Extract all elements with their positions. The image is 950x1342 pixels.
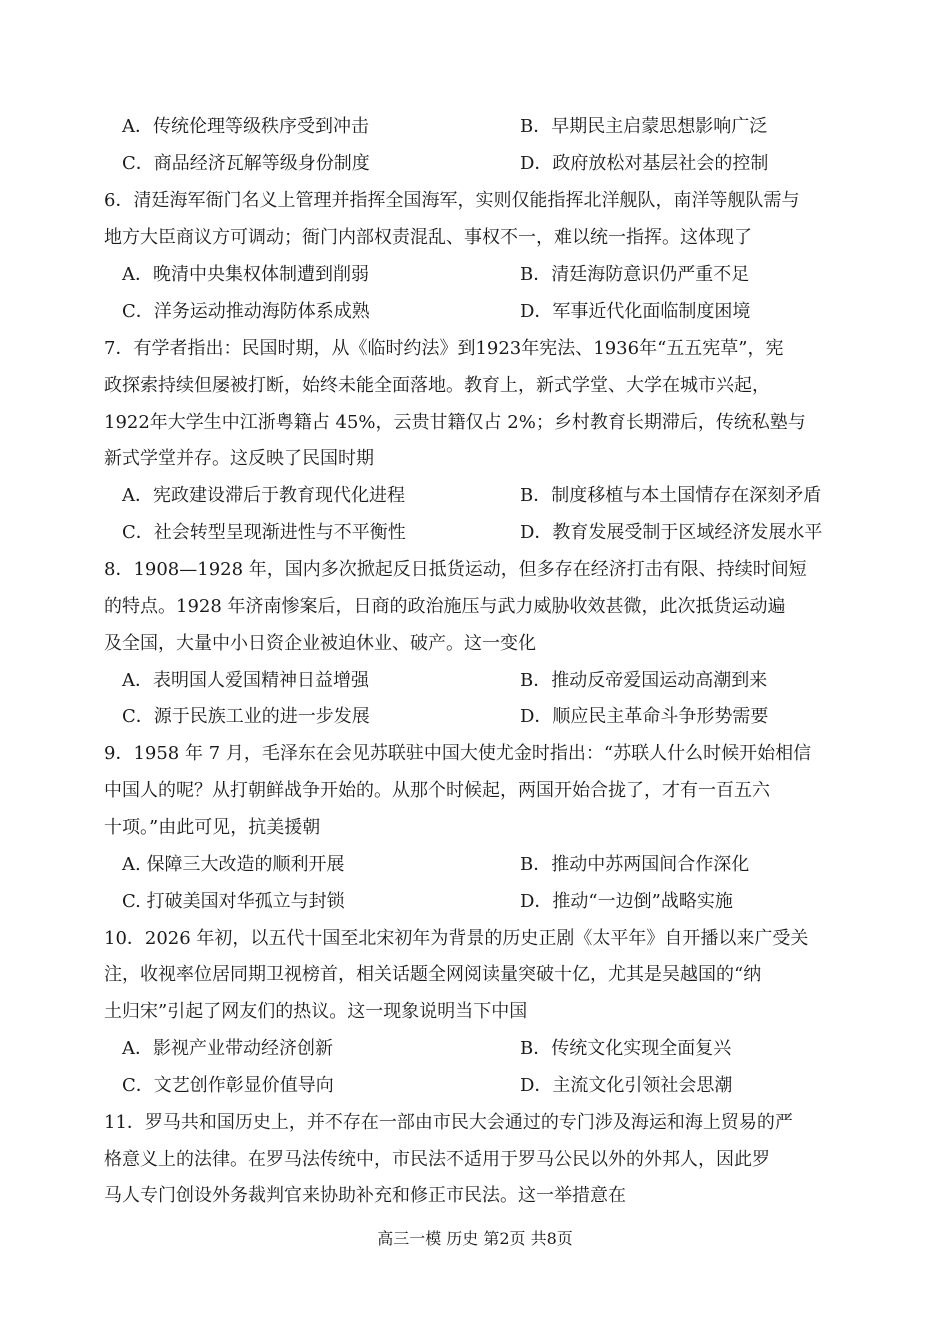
q8-stem-line-1: 8．1908—1928 年，国内多次掀起反日抵货运动，但多存在经济打击有限、持续时间短: [104, 559, 807, 580]
q7-option-c: C．社会转型呈现渐进性与不平衡性: [122, 522, 406, 543]
q6-option-c: C．洋务运动推动海防体系成熟: [122, 301, 370, 322]
q10-option-a: A．影视产业带动经济创新: [122, 1038, 333, 1059]
q8-option-c: C．源于民族工业的进一步发展: [122, 706, 370, 727]
q11-stem-line-1: 11．罗马共和国历史上，并不存在一部由市民大会通过的专门涉及海运和海上贸易的严: [104, 1112, 793, 1133]
q9-stem-line-1: 9．1958 年 7 月，毛泽东在会见苏联驻中国大使尤金时指出：“苏联人什么时候开始相信: [104, 743, 812, 764]
q5-option-a: A．传统伦理等级秩序受到冲击: [122, 116, 369, 137]
q9-stem-line-3: 十项。”由此可见，抗美援朝: [104, 817, 321, 838]
q6-stem-line-1: 6．清廷海军衙门名义上管理并指挥全国海军，实则仅能指挥北洋舰队，南洋等舰队需与: [104, 190, 800, 211]
q7-stem-line-2: 政探索持续但屡被打断，始终未能全面落地。教育上，新式学堂、大学在城市兴起，: [104, 375, 770, 396]
page-footer: 高三一模 历史 第2页 共8页: [377, 1229, 573, 1248]
q8-stem-line-3: 及全国，大量中小日资企业被迫休业、破产。这一变化: [104, 633, 536, 654]
q9-option-c: C. 打破美国对华孤立与封锁: [122, 891, 345, 912]
q7-stem-line-3: 1922年大学生中江浙粤籍占 45%，云贵甘籍仅占 2%；乡村教育长期滞后，传统私塾与: [104, 412, 806, 433]
q7-option-d: D．教育发展受制于区域经济发展水平: [520, 522, 823, 543]
q9-stem-line-2: 中国人的呢？从打朝鲜战争开始的。从那个时候起，两国开始合拢了，才有一百五六: [104, 780, 770, 801]
q8-option-d: D．顺应民主革命斗争形势需要: [520, 706, 769, 727]
q7-option-a: A．宪政建设滞后于教育现代化进程: [122, 485, 405, 506]
q9-option-a: A. 保障三大改造的顺利开展: [122, 854, 345, 875]
q10-stem-line-2: 注，收视率位居同期卫视榜首，相关话题全网阅读量突破十亿，尤其是吴越国的“纳: [104, 964, 762, 985]
q10-stem-line-3: 土归宋”引起了网友们的热议。这一现象说明当下中国: [104, 1001, 528, 1022]
q11-stem-line-2: 格意义上的法律。在罗马法传统中，市民法不适用于罗马公民以外的外邦人，因此罗: [104, 1149, 770, 1170]
q6-option-b: B．清廷海防意识仍严重不足: [520, 264, 750, 285]
q9-option-b: B．推动中苏两国间合作深化: [520, 854, 750, 875]
q7-option-b: B．制度移植与本土国情存在深刻矛盾: [520, 485, 822, 506]
q8-stem-line-2: 的特点。1928 年济南惨案后，日商的政治施压与武力威胁收效甚微，此次抵货运动遍: [104, 596, 786, 617]
q6-option-a: A．晚清中央集权体制遭到削弱: [122, 264, 369, 285]
q8-option-b: B．推动反帝爱国运动高潮到来: [520, 670, 768, 691]
q6-stem-line-2: 地方大臣商议方可调动；衙门内部权责混乱、事权不一，难以统一指挥。这体现了: [104, 227, 752, 248]
q7-stem-line-1: 7．有学者指出：民国时期，从《临时约法》到1923年宪法、1936年“五五宪草”，宪: [104, 338, 784, 359]
q5-option-b: B．早期民主启蒙思想影响广泛: [520, 116, 768, 137]
q10-stem-line-1: 10．2026 年初，以五代十国至北宋初年为背景的历史正剧《太平年》自开播以来广受关: [104, 928, 809, 949]
q10-option-c: C．文艺创作彰显价值导向: [122, 1075, 334, 1096]
q9-option-d: D．推动“一边倒”战略实施: [520, 891, 733, 912]
q11-stem-line-3: 马人专门创设外务裁判官来协助补充和修正市民法。这一举措意在: [104, 1185, 626, 1206]
q10-option-b: B．传统文化实现全面复兴: [520, 1038, 732, 1059]
q7-stem-line-4: 新式学堂并存。这反映了民国时期: [104, 448, 374, 469]
q5-option-d: D．政府放松对基层社会的控制: [520, 153, 769, 174]
q6-option-d: D．军事近代化面临制度困境: [520, 301, 751, 322]
q5-option-c: C．商品经济瓦解等级身份制度: [122, 153, 370, 174]
q10-option-d: D．主流文化引领社会思潮: [520, 1075, 733, 1096]
q8-option-a: A．表明国人爱国精神日益增强: [122, 670, 369, 691]
